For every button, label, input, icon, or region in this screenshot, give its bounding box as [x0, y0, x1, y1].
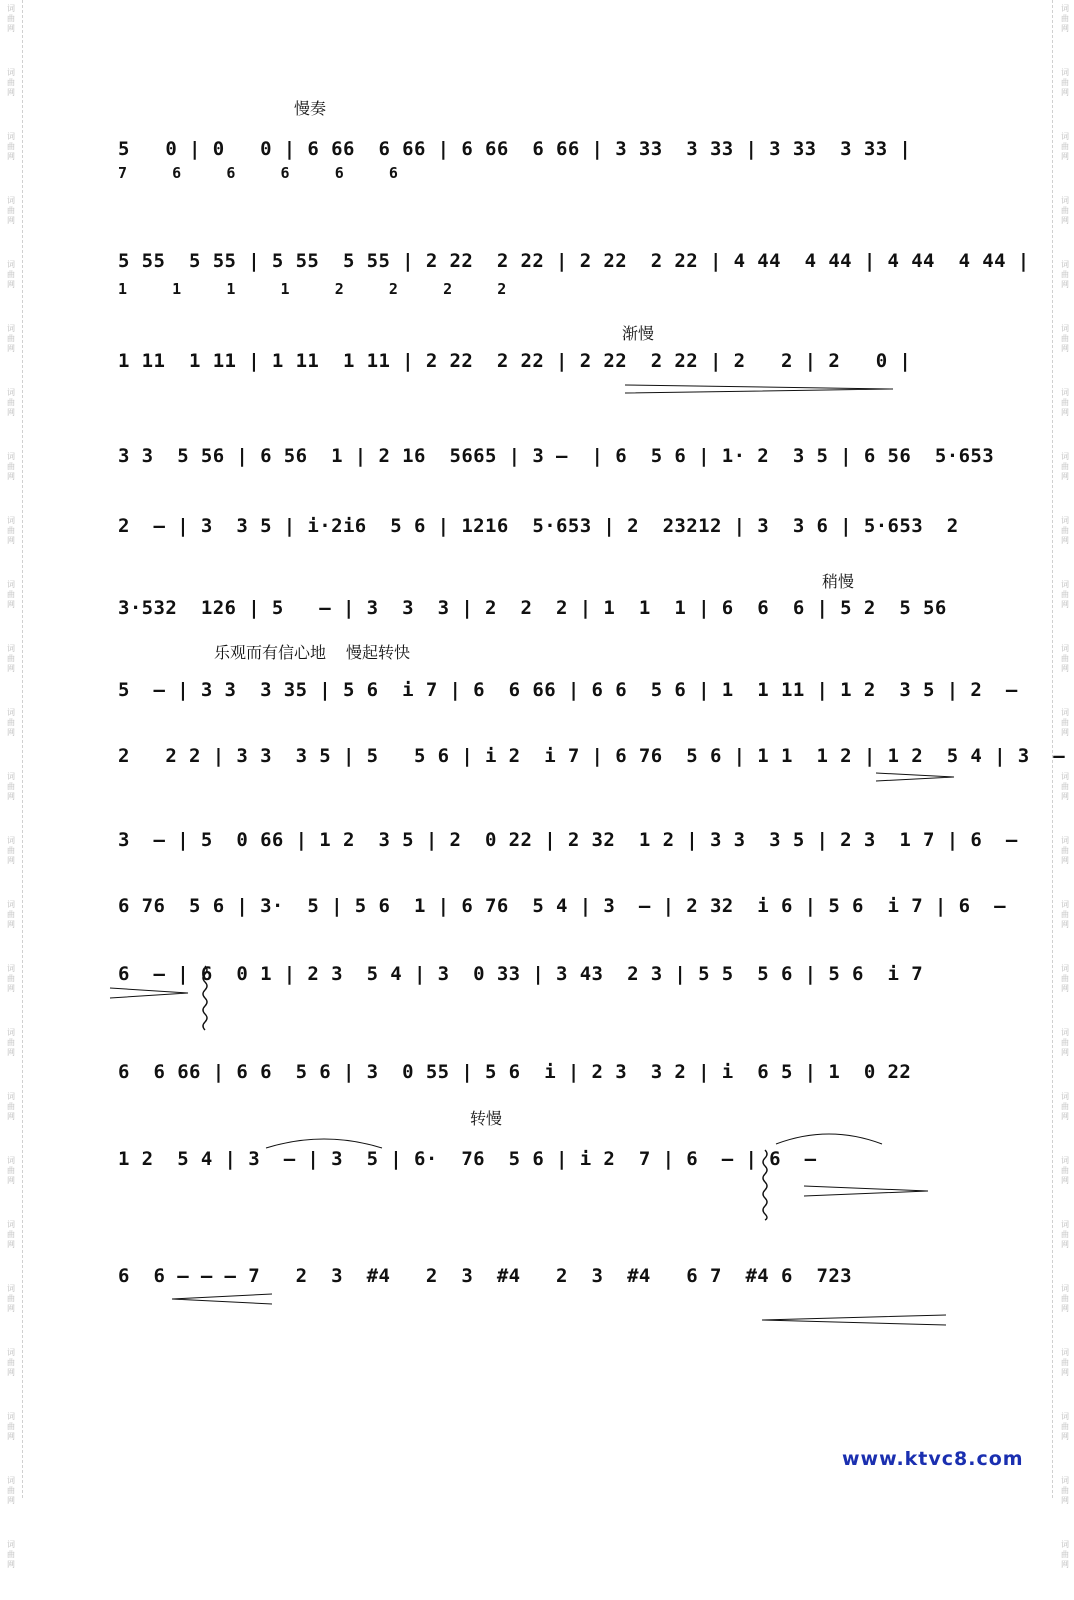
watermark-text: 词 曲 网 [1061, 132, 1069, 161]
watermark-text: 词 曲 网 [1061, 644, 1069, 673]
watermark-text: 词 曲 网 [1061, 836, 1069, 865]
score-row-10 [118, 895, 1006, 935]
score-row-4 [118, 445, 995, 485]
watermark-text: 词 曲 网 [7, 388, 15, 417]
watermark-text: 词 曲 网 [7, 1092, 15, 1121]
watermark-text: 词 曲 网 [7, 1540, 15, 1569]
score-row-13 [118, 1148, 954, 1188]
watermark-text: 词 曲 网 [1061, 708, 1069, 737]
left-margin-line [22, 0, 23, 1498]
watermark-text: 词 曲 网 [7, 132, 15, 161]
tempo-mark-slightly-slower: 稍慢 [822, 572, 855, 591]
lower-notes: 1 1 1 1 2 2 2 2 [118, 280, 507, 298]
watermark-text: 词 曲 网 [1061, 1156, 1069, 1185]
watermark-text: 词 曲 网 [1061, 900, 1069, 929]
watermark-text: 词 曲 网 [1061, 1284, 1069, 1313]
slur [774, 1128, 884, 1146]
decrescendo-hairpin [110, 986, 190, 1000]
notation-line: 3 – | 5 0 66 | 1 2 3 5 | 2 0 22 | 2 32 1 2 | 3 3 3 5 | 2 3 1 7 | 6 – [118, 829, 1018, 851]
watermark-text: 词 曲 网 [7, 1476, 15, 1505]
notation-line: 6 76 5 6 | 3· 5 | 5 6 1 | 6 76 5 4 | 3 – | 2 32 i 6 | 5 6 i 7 | 6 – [118, 895, 1006, 917]
watermark-text: 词 曲 网 [7, 196, 15, 225]
watermark-text: 词 曲 网 [1061, 516, 1069, 545]
notation-line: 2 2 2 | 3 3 3 5 | 5 5 6 | i 2 i 7 | 6 76 5 6 | 1 1 1 2 | 1 2 5 4 | 3 – [118, 745, 1066, 767]
score-row-5 [118, 515, 959, 555]
watermark-text: 词 曲 网 [7, 1156, 15, 1185]
expression-mark-optimistic: 乐观而有信心地 [214, 643, 327, 662]
watermark-text: 词 曲 网 [1061, 68, 1069, 97]
tempo-mark-turn-slow: 转慢 [470, 1109, 503, 1128]
watermark-text: 词 曲 网 [7, 452, 15, 481]
watermark-text: 词 曲 网 [7, 580, 15, 609]
watermark-text: 词 曲 网 [1061, 196, 1069, 225]
notation-line: 3 3 5 56 | 6 56 1 | 2 16 5665 | 3 – | 6 5 6 | 1· 2 3 5 | 6 56 5·653 [118, 445, 995, 467]
watermark-text: 词 曲 网 [7, 4, 15, 33]
slur [264, 1134, 384, 1150]
watermark-text: 词 曲 网 [1061, 1028, 1069, 1057]
watermark-text: 词 曲 网 [7, 964, 15, 993]
watermark-text: 词 曲 网 [1061, 1092, 1069, 1121]
notation-line: 5 – | 3 3 3 35 | 5 6 i 7 | 6 6 66 | 6 6 5 6 | 1 1 11 | 1 2 3 5 | 2 – [118, 679, 1018, 701]
watermark-text: 词 曲 网 [7, 1028, 15, 1057]
left-watermark-strip [2, 0, 20, 1569]
crescendo-hairpin [170, 1292, 274, 1306]
notation-line: 5 55 5 55 | 5 55 5 55 | 2 22 2 22 | 2 22 2 22 | 4 44 4 44 | 4 44 4 44 | [118, 250, 1030, 272]
watermark-text: 词 曲 网 [7, 260, 15, 289]
notation-line: 5 0 | 0 0 | 6 66 6 66 | 6 66 6 66 | 3 33 3 33 | 3 33 3 33 | [118, 138, 912, 160]
watermark-text: 词 曲 网 [7, 324, 15, 353]
watermark-text: 词 曲 网 [1061, 964, 1069, 993]
score-row-7 [118, 679, 1018, 719]
tempo-mark-slow: 慢奏 [294, 99, 327, 118]
watermark-text: 词 曲 网 [1061, 1476, 1069, 1505]
notation-line: 1 11 1 11 | 1 11 1 11 | 2 22 2 22 | 2 22 2 22 | 2 2 | 2 0 | [118, 350, 912, 372]
notation-line: 2 – | 3 3 5 | i·2i6 5 6 | 1216 5·653 | 2 23212 | 3 3 6 | 5·653 2 [118, 515, 959, 537]
watermark-text: 词 曲 网 [1061, 1348, 1069, 1377]
notation-line: 6 6 – – – 7 2 3 #4 2 3 #4 2 3 #4 6 7 #4 6 723 [118, 1265, 853, 1287]
decrescendo-hairpin [625, 383, 895, 395]
watermark-text: 词 曲 网 [1061, 388, 1069, 417]
notation-line: 1 2 5 4 | 3 – | 3 5 | 6· 76 5 6 | i 2 7 | 6 – | 6 – [118, 1148, 817, 1170]
score-row-1 [118, 138, 954, 182]
watermark-text: 词 曲 网 [1061, 1412, 1069, 1441]
watermark-text: 词 曲 网 [7, 1348, 15, 1377]
watermark-text: 词 曲 网 [1061, 452, 1069, 481]
watermark-text: 词 曲 网 [1061, 260, 1069, 289]
watermark-text: 词 曲 网 [1061, 324, 1069, 353]
score-row-6 [118, 597, 954, 637]
watermark-text: 词 曲 网 [7, 1412, 15, 1441]
tempo-mark-slow-then-fast: 慢起转快 [346, 643, 411, 662]
watermark-text: 词 曲 网 [1061, 1220, 1069, 1249]
tempo-mark-gradually-slower: 渐慢 [622, 324, 655, 343]
watermark-text: 词 曲 网 [7, 772, 15, 801]
site-watermark: www.ktvc8.com [842, 1448, 1024, 1470]
watermark-text: 词 曲 网 [1061, 4, 1069, 33]
score-row-11 [118, 963, 954, 1003]
watermark-text: 词 曲 网 [7, 1220, 15, 1249]
watermark-text: 词 曲 网 [7, 1284, 15, 1313]
arpeggio-mark [200, 966, 210, 1030]
score-row-8 [118, 745, 1066, 785]
score-row-12 [118, 1061, 954, 1101]
watermark-text: 词 曲 网 [7, 516, 15, 545]
watermark-text: 词 曲 网 [1061, 772, 1069, 801]
notation-line: 6 6 66 | 6 6 5 6 | 3 0 55 | 5 6 i | 2 3 3 2 | i 6 5 | 1 0 22 [118, 1061, 912, 1083]
notation-line: 6 – | 6 0 1 | 2 3 5 4 | 3 0 33 | 3 43 2 3 | 5 5 5 6 | 5 6 i 7 [118, 963, 924, 985]
watermark-text: 词 曲 网 [1061, 580, 1069, 609]
crescendo-hairpin [760, 1313, 948, 1327]
score-row-9 [118, 829, 1018, 869]
decrescendo-hairpin [804, 1184, 930, 1198]
watermark-text: 词 曲 网 [1061, 1540, 1069, 1569]
watermark-text: 词 曲 网 [7, 836, 15, 865]
watermark-text: 词 曲 网 [7, 68, 15, 97]
decrescendo-hairpin [876, 771, 956, 783]
watermark-text: 词 曲 网 [7, 644, 15, 673]
watermark-text: 词 曲 网 [7, 900, 15, 929]
notation-line: 3·532 126 | 5 – | 3 3 3 | 2 2 2 | 1 1 1 | 6 6 6 | 5 2 5 56 [118, 597, 947, 619]
lower-notes: 7 6 6 6 6 6 [118, 164, 398, 182]
arpeggio-mark [760, 1150, 770, 1220]
watermark-text: 词 曲 网 [7, 708, 15, 737]
score-row-2 [118, 250, 1030, 298]
